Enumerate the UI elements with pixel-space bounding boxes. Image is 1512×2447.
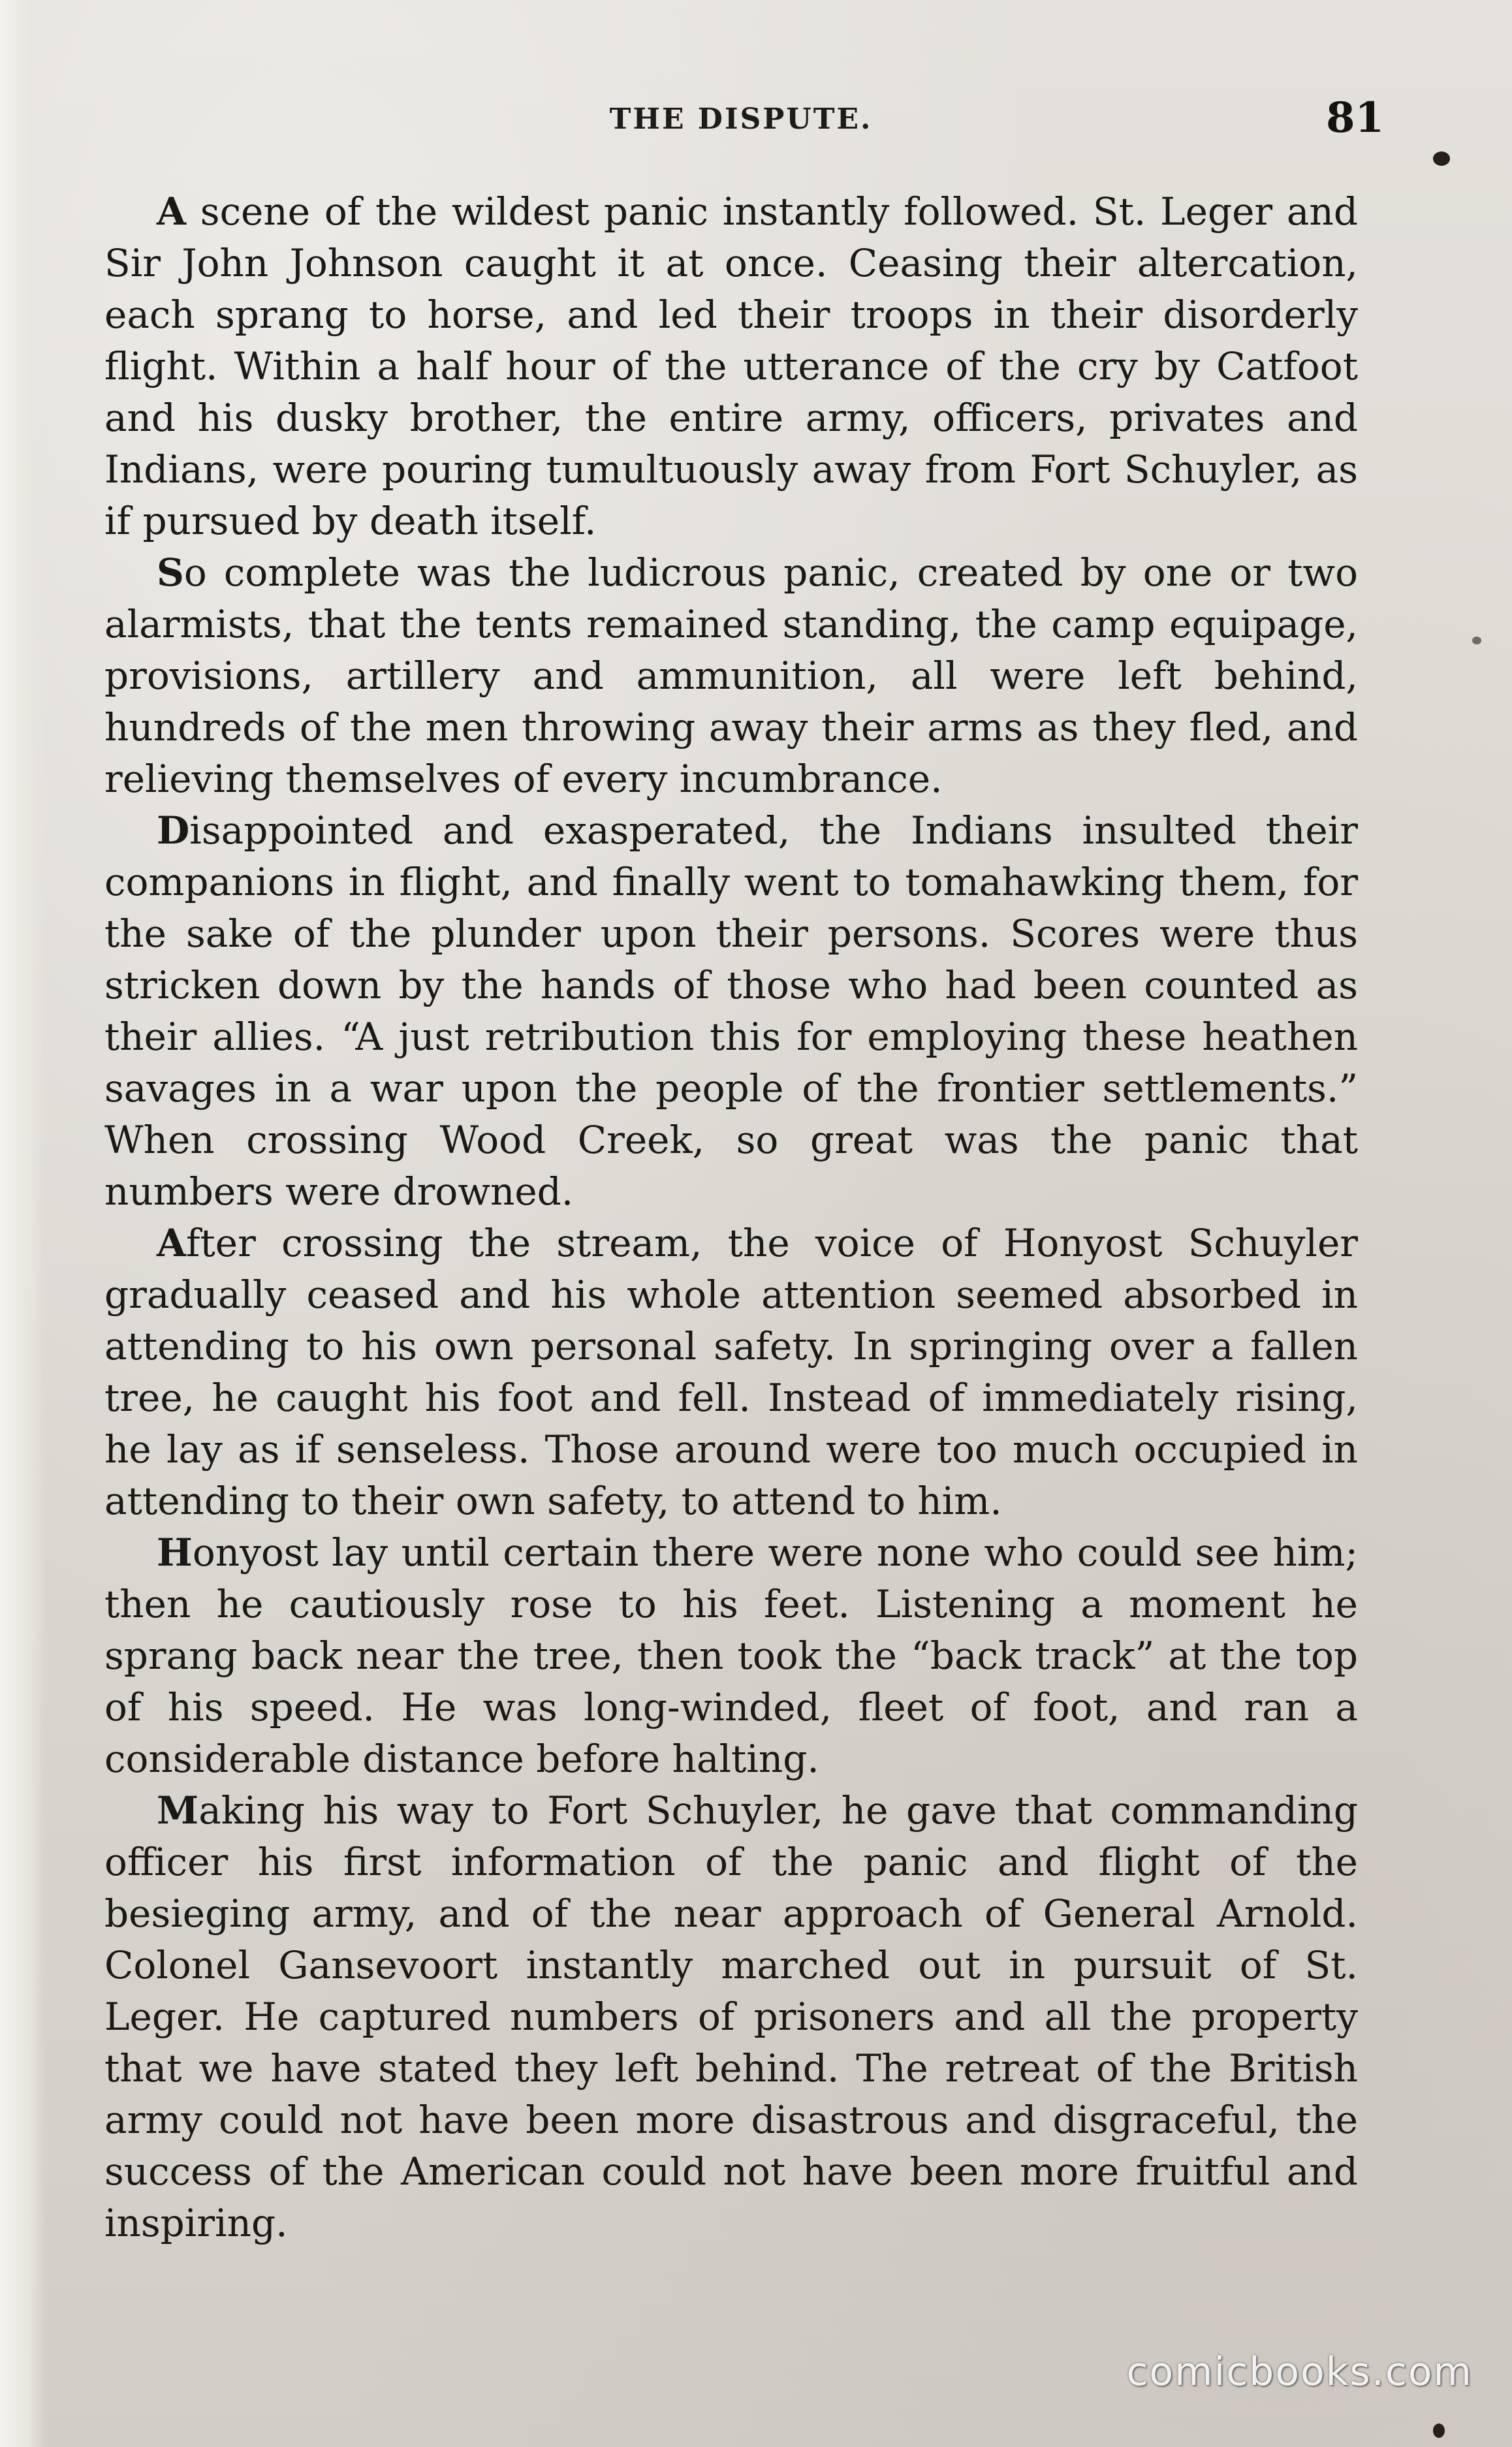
- page-text: [104, 186, 1358, 2249]
- watermark: comicbooks.com: [1126, 2349, 1473, 2395]
- paragraph-3: Disappointed and exasperated, the Indians insulted their companions in flight, and finally went to tomahawking them, for the sake of the plunder upon their persons. Scores were thus stricken down by the hands of those who had been counted as their allies. “A just retribution this for employing these heathen savages in a war upon the people of the frontier settlements.” When crossing Wood Creek, so great was the panic that numbers were drowned.: [104, 808, 1358, 1214]
- paragraph-1: A scene of the wildest panic instantly followed. St. Leger and Sir John Johnson caught it at once. Ceasing their altercation, each sprang to horse, and led their troops in their disorderly flight. Within a half hour of the utterance of the cry by Catfoot and his dusky brother, the entire army, officers, privates and Indians, were pouring tumultuously away from Fort Schuyler, as if pursued by death itself.: [104, 189, 1358, 543]
- page-number: 81: [1325, 93, 1384, 142]
- page-header: [104, 88, 1384, 147]
- paragraph-2: So complete was the ludicrous panic, created by one or two alarmists, that the tents remained standing, the camp equipage, provisions, artillery and ammunition, all were left behind, hundreds of the men throwing away their arms as they fled, and relieving themselves of every incumbrance.: [104, 550, 1358, 801]
- ink-spot: [1472, 637, 1481, 644]
- paragraph-5: Honyost lay until certain there were none who could see him; then he cautiously rose to his feet. Listening a moment he sprang back near the tree, then took the “back track” at the top of his speed. He was long-winded, fleet of foot, and ran a considerable distance before halting.: [104, 1530, 1358, 1781]
- page-edge: [0, 0, 46, 2447]
- paragraph-6: Making his way to Fort Schuyler, he gave that commanding officer his first information of the panic and flight of the besieging army, and of the near approach of General Arnold. Colonel Gansevoort instantly marched out in pursuit of St. Leger. He captured numbers of prisoners and all the property that we have stated they left behind. The retreat of the British army could not have been more disastrous and disgraceful, the success of the American could not have been more fruitful and inspiring.: [104, 1788, 1358, 2245]
- running-head: THE DISPUTE.: [609, 103, 873, 136]
- ink-spot: [1433, 151, 1450, 166]
- ink-spot: [1433, 2423, 1445, 2438]
- paragraph-4: After crossing the stream, the voice of Honyost Schuyler gradually ceased and his whole attention seemed absorbed in attending to his own personal safety. In springing over a fallen tree, he caught his foot and fell. Instead of immediately rising, he lay as if senseless. Those around were too much occupied in attending to their own safety, to attend to him.: [104, 1221, 1358, 1523]
